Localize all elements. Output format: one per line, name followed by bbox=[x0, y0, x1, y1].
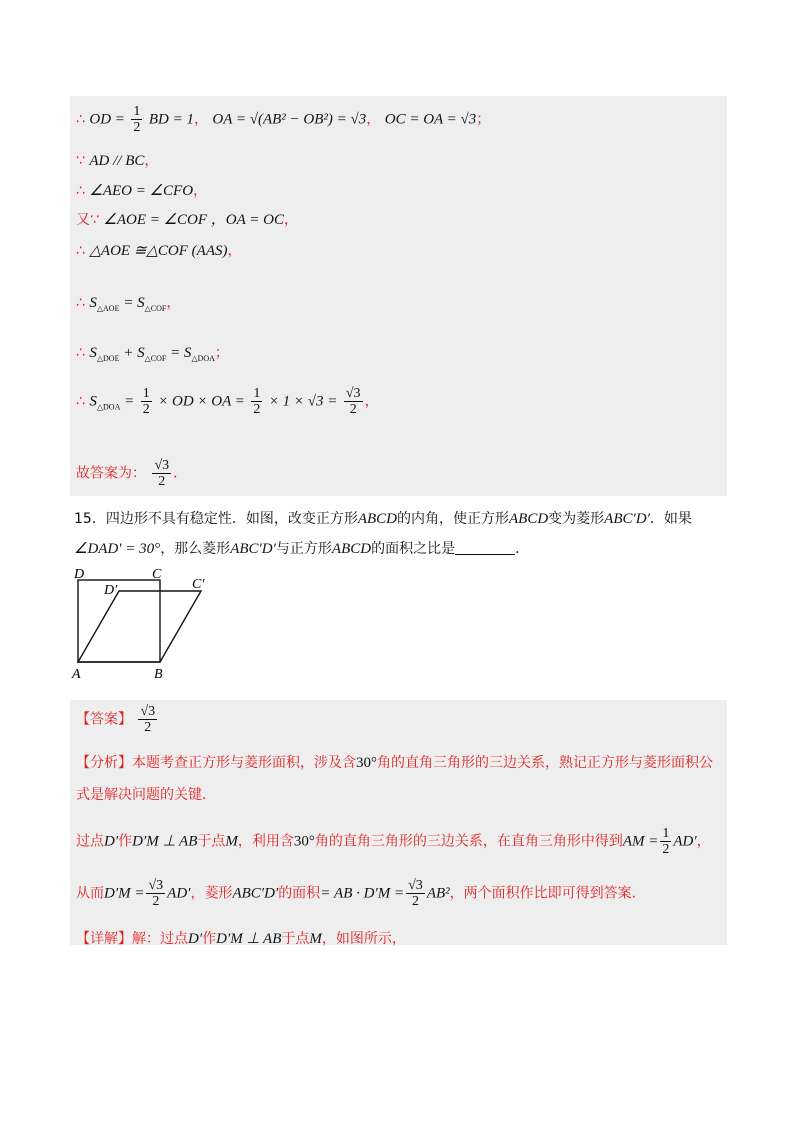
label-D-prime: D′ bbox=[104, 583, 118, 598]
solution-line-5: ∴ △AOE ≅△COF (AAS)， bbox=[76, 243, 242, 259]
question-line-2: ∠DAD′ = 30°，那么菱形ABC′D′与正方形ABCD的面积之比是 ． bbox=[74, 541, 530, 557]
solution-line-2: ∵ AD // BC， bbox=[76, 153, 159, 169]
answer-line: 【答案】 $\frac{√3}{2}$ bbox=[76, 704, 156, 735]
solution-line-3: ∴ ∠AEO = ∠CFO， bbox=[76, 183, 208, 199]
answer-blank bbox=[455, 540, 515, 555]
detail-line: 【详解】解：过点D′作D′M ⊥ AB于点M，如图所示， bbox=[76, 931, 406, 947]
solution-line-6: ∴ $S_{\triangle AOE} = S_{\triangle COF}$， bbox=[76, 295, 181, 313]
answer-block bbox=[70, 700, 727, 945]
label-C-prime: C′ bbox=[192, 577, 205, 592]
final-answer-line: 故答案为： $\frac{√3}{2}$ ． bbox=[76, 458, 188, 489]
label-C: C bbox=[152, 567, 162, 582]
solution-block bbox=[70, 96, 727, 496]
analysis-line-1: 【分析】本题考查正方形与菱形面积，涉及含30°角的直角三角形的三边关系，熟记正方形与菱形面积公 bbox=[76, 755, 713, 771]
solution-line-1: ∴ OD = $\frac{1}{2}$ BD = 1， OA = √(AB² − OB²) = √3， OC = OA = √3； bbox=[76, 104, 491, 135]
solution-line-4: 又∵ ∠AOE = ∠COF ，OA = OC， bbox=[76, 212, 298, 228]
label-A: A bbox=[72, 667, 81, 682]
label-D: D bbox=[74, 567, 85, 582]
solution-line-7: ∴ $S_{\triangle DOE} + S_{\triangle COF} = S_{\triangle DOA}$； bbox=[76, 345, 229, 363]
solution-line-8: ∴ $S_{\triangle DOA}$ = $\frac{1}{2}$ × OD × OA = $\frac{1}{2}$ × 1 × √3 = $\frac{√3}{2}$ ， bbox=[76, 386, 379, 417]
therefore-symbol: ∴ bbox=[76, 111, 85, 128]
label-B: B bbox=[154, 667, 163, 682]
method-line-2: 从而D′M = $\frac{√3}{2}$ AD′，菱形ABC′D′的面积= AB · D′M = $\frac{√3}{2}$ AB²，两个面积作比即可得到答案． bbox=[76, 878, 646, 909]
rhombus-abcd-prime bbox=[78, 591, 201, 662]
analysis-line-2: 式是解决问题的关键． bbox=[76, 787, 216, 803]
method-line-1: 过点D′作D′M ⊥ AB于点M，利用含30°角的直角三角形的三边关系，在直角三角形中得到AM = $\frac{1}{2}$ AD′， bbox=[76, 826, 711, 857]
square-rhombus-figure bbox=[66, 566, 226, 684]
fraction: $\frac{1}{2}$ bbox=[133, 104, 141, 135]
question-line-1: 15．四边形不具有稳定性．如图，改变正方形ABCD的内角，使正方形ABCD变为菱形ABC′D′．如果 bbox=[74, 511, 692, 527]
